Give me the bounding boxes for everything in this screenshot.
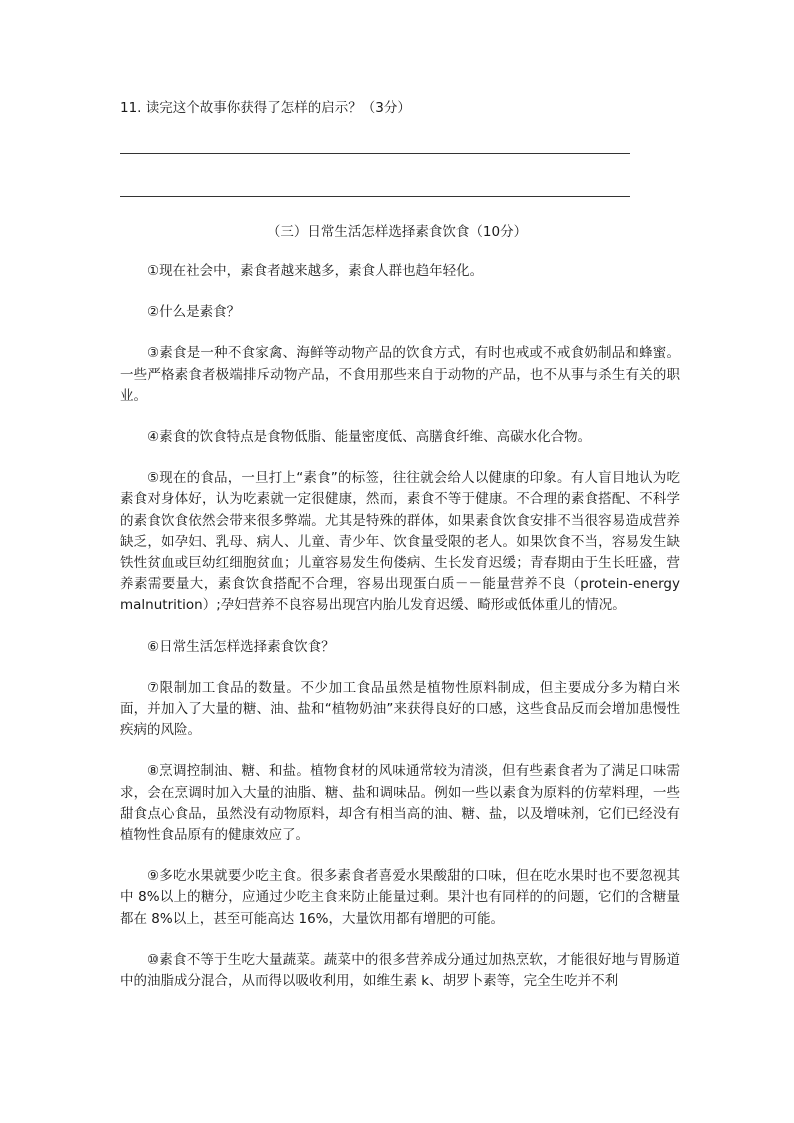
paragraph-10: ⑩素食不等于生吃大量蔬菜。蔬菜中的很多营养成分通过加热烹软，才能很好地与胃肠道中的油脂成分混合，从而得以吸收利用，如维生素 k、胡罗卜素等，完全生吃并不利	[120, 951, 680, 990]
section-title: （三）日常生活怎样选择素食饮食（10分）	[266, 224, 528, 240]
paragraph-4: ④素食的饮食特点是食物低脂、能量密度低、高膳食纤维、高碳水化合物。	[147, 429, 592, 446]
article-body	[120, 261, 694, 1012]
paragraph-1: ①现在社会中，素食者越来越多，素食人群也趋年轻化。	[147, 263, 484, 279]
paragraph-8: ⑧烹调控制油、糖、和盐。植物食材的风味通常较为清淡，但有些素食者为了满足口味需求，会在烹调时加入大量的油脂、糖、盐和调味品。例如一些以素食为原料的仿荤料理，一些甜食点心食品，虽然没有动物原料，却含有相当高的油、糖、盐，以及增味剂，它们已经没有植物性食品原有的健康效应了。	[120, 763, 680, 844]
paragraph-3: ③素食是一种不食家禽、海鲜等动物产品的饮食方式，有时也戒或不戒食奶制品和蜂蜜。一些严格素食者极端排斥动物产品，不食用那些来自于动物的产品，也不从事与杀生有关的职业。	[120, 345, 680, 404]
answer-line-2[interactable]	[120, 196, 630, 197]
question-11: 11. 读完这个故事你获得了怎样的启示？（3分）	[120, 100, 411, 116]
paragraph-5: ⑤现在的食品，一旦打上“素食”的标签，往往就会给人以健康的印象。有人盲目地认为吃素食对身体好，认为吃素就一定很健康，然而，素食不等于健康。不合理的素食搭配、不科学的素食饮食依然会带来很多弊端。尤其是特殊的群体，如果素食饮食安排不当很容易造成营养缺乏，如孕妇、乳母、病人、儿童、青少年、饮食量受限的老人。如果饮食不当，容易发生缺铁性贫血或巨幼红细胞贫血；儿童容易发生佝偻病、生长发育迟缓；青春期由于生长旺盛，营养素需要量大，素食饮食搭配不合理，容易出现蛋白质－－能量营养不良（protein-energy malnutrition）;孕妇营养不良容易出现宫内胎儿发育迟缓、畸形或低体重儿的情况。	[120, 470, 694, 614]
paragraph-6: ⑥日常生活怎样选择素食饮食？	[147, 638, 335, 655]
paragraph-9: ⑨多吃水果就要少吃主食。很多素食者喜爱水果酸甜的口味，但在吃水果时也不要忽视其中 8%以上的糖分，应通过少吃主食来防止能量过剩。果汁也有同样的的问题，它们的含糖量都在 8%以上，甚至可能高达 16%，大量饮用都有增肥的可能。	[120, 868, 680, 927]
paragraph-2: ②什么是素食？	[147, 304, 241, 321]
paragraph-7: ⑦限制加工食品的数量。不少加工食品虽然是植物性原料制成，但主要成分多为精白米面，并加入了大量的糖、油、盐和“植物奶油”来获得良好的口感，这些食品反而会增加患慢性疾病的风险。	[120, 679, 680, 739]
answer-line-1[interactable]	[120, 153, 630, 154]
